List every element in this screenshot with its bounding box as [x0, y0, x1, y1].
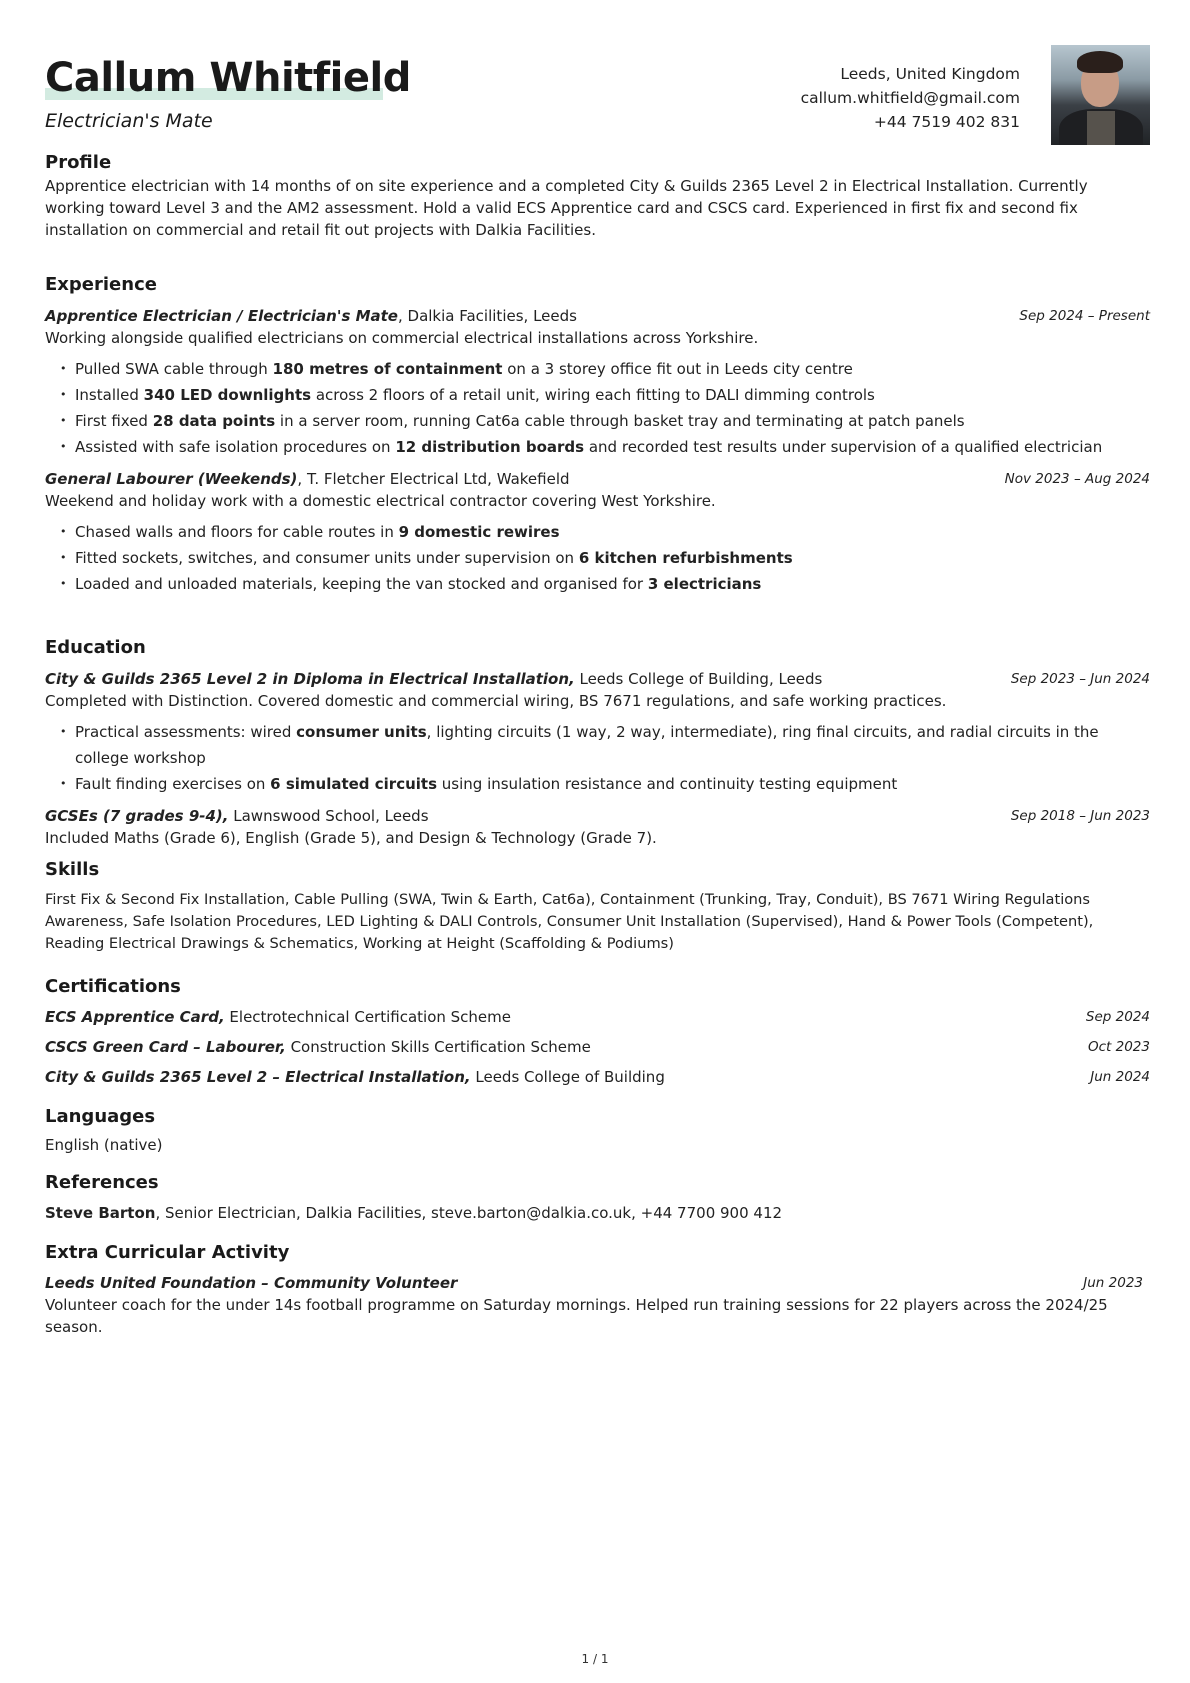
reference-item	[45, 1202, 1150, 1224]
certification-item	[45, 1006, 1150, 1036]
bullet-item: • Chased walls and floors for cable routes in 9 domestic rewires	[45, 519, 1150, 545]
education-entry	[45, 668, 1150, 797]
experience-entry	[45, 468, 1150, 597]
certification-name: City & Guilds 2365 Level 2 – Electrical Installation,	[45, 1068, 471, 1086]
section-title-experience: Experience	[45, 274, 157, 295]
bullet-item: • First fixed 28 data points in a server room, running Cat6a cable through basket tray and terminating at patch panels	[45, 408, 1150, 434]
section-title-extra-curricular: Extra Curricular Activity	[45, 1242, 290, 1263]
reference-name: Steve Barton	[45, 1204, 156, 1222]
email: callum.whitfield@gmail.com	[800, 89, 1020, 107]
page-indicator: 1 / 1	[581, 1652, 609, 1666]
certification-list	[45, 1006, 1150, 1096]
activity-title: Leeds United Foundation – Community Volunteer	[45, 1274, 458, 1292]
section-title-references: References	[45, 1172, 159, 1193]
entry-org: , T. Fletcher Electrical Ltd, Wakefield	[297, 470, 570, 488]
job-title: Electrician's Mate	[45, 110, 213, 132]
certification-date: Sep 2024	[1085, 1009, 1150, 1025]
skills-section	[45, 859, 1150, 955]
entry-bullets	[45, 519, 1150, 597]
entry-header	[45, 805, 1150, 827]
education-section	[45, 637, 1150, 849]
profile-text: Apprentice electrician with 14 months of on site experience and a completed City & Guilds 2365 Level 2 in Electrical Installation. Currently working toward Level 3 and the AM2 assessment. Hold a valid ECS Apprentice card and CSCS card. Experienced in first fix and second fix installation on commercial and retail fit out projects with Dalkia Facilities.	[45, 177, 1088, 239]
entry-header	[45, 668, 1150, 690]
entry-summary: Completed with Distinction. Covered domestic and commercial wiring, BS 7671 regulations, and safe working practices.	[45, 692, 947, 710]
experience-section	[45, 274, 1150, 597]
entry-summary: Included Maths (Grade 6), English (Grade 5), and Design & Technology (Grade 7).	[45, 829, 657, 847]
experience-entry	[45, 305, 1150, 460]
reference-details: , Senior Electrician, Dalkia Facilities, steve.barton@dalkia.co.uk, +44 7700 900 412	[155, 1204, 783, 1222]
certifications-section	[45, 976, 1150, 1096]
contact-block	[801, 62, 1020, 134]
photo-hair	[1077, 51, 1123, 73]
section-title-certifications: Certifications	[45, 976, 181, 997]
entry-bullets	[45, 356, 1150, 460]
candidate-name: Callum Whitfield	[45, 55, 411, 101]
bullet-item: • Fault finding exercises on 6 simulated circuits using insulation resistance and continuity testing equipment	[45, 771, 1150, 797]
entry-header	[45, 468, 1150, 490]
photo-shirt	[1087, 111, 1115, 145]
languages-section	[45, 1106, 1150, 1156]
certification-item	[45, 1036, 1150, 1066]
certification-issuer: Construction Skills Certification Scheme	[285, 1038, 591, 1056]
certification-name: CSCS Green Card – Labourer,	[45, 1038, 286, 1056]
resume-header	[45, 0, 1150, 150]
certification-name: ECS Apprentice Card,	[45, 1008, 225, 1026]
entry-org: Lawnswood School, Leeds	[228, 807, 429, 825]
entry-summary: Weekend and holiday work with a domestic electrical contractor covering West Yorkshire.	[45, 492, 716, 510]
location: Leeds, United Kingdom	[840, 65, 1020, 83]
languages-text: English (native)	[45, 1136, 163, 1154]
certification-date: Oct 2023	[1088, 1039, 1150, 1055]
bullet-item: • Practical assessments: wired consumer units, lighting circuits (1 way, 2 way, intermediate), ring final circuits, and radial circuits in the college workshop	[45, 719, 1150, 771]
resume-page	[45, 0, 1150, 1336]
entry-role: City & Guilds 2365 Level 2 in Diploma in Electrical Installation,	[45, 670, 575, 688]
bullet-item: • Installed 340 LED downlights across 2 floors of a retail unit, wiring each fitting to DALI dimming controls	[45, 382, 1150, 408]
certification-item	[45, 1066, 1150, 1096]
section-title-education: Education	[45, 637, 146, 658]
section-title-skills: Skills	[45, 859, 100, 880]
entry-org: , Dalkia Facilities, Leeds	[397, 307, 577, 325]
entry-summary: Working alongside qualified electricians on commercial electrical installations across Yorkshire.	[45, 329, 759, 347]
education-entry	[45, 805, 1150, 849]
certification-issuer: Leeds College of Building	[470, 1068, 665, 1086]
phone: +44 7519 402 831	[873, 113, 1020, 131]
entry-role: Apprentice Electrician / Electrician's Mate	[45, 307, 398, 325]
entry-header	[45, 305, 1150, 327]
entry-bullets	[45, 719, 1150, 797]
activity-description: Volunteer coach for the under 14s football programme on Saturday mornings. Helped run training sessions for 22 players across the 2024/25 season.	[45, 1296, 1108, 1336]
entry-org: Leeds College of Building, Leeds	[574, 670, 823, 688]
entry-date: Sep 2024 – Present	[1019, 308, 1150, 324]
activity-date: Jun 2023	[1083, 1275, 1143, 1291]
entry-date: Nov 2023 – Aug 2024	[1004, 471, 1150, 487]
section-title-profile: Profile	[45, 152, 112, 173]
profile-section	[45, 152, 1150, 241]
entry-date: Sep 2018 – Jun 2023	[1010, 808, 1150, 824]
extra-curricular-entry	[45, 1272, 1143, 1294]
skills-text: First Fix & Second Fix Installation, Cable Pulling (SWA, Twin & Earth, Cat6a), Containment (Trunking, Tray, Conduit), BS 7671 Wiring Regulations Awareness, Safe Isolation Procedures, LED Lighting & DALI Controls, Consumer Unit Installation (Supervised), Hand & Power Tools (Competent), Reading Electrical Drawings & Schematics, Working at Height (Scaffolding & Podiums)	[45, 891, 1094, 952]
references-section	[45, 1172, 1150, 1224]
entry-role: GCSEs (7 grades 9-4),	[45, 807, 229, 825]
certification-date: Jun 2024	[1090, 1069, 1150, 1085]
section-title-languages: Languages	[45, 1106, 156, 1127]
profile-photo	[1051, 45, 1150, 145]
entry-date: Sep 2023 – Jun 2024	[1010, 671, 1150, 687]
entry-role: General Labourer (Weekends)	[45, 470, 298, 488]
extra-curricular-section	[45, 1242, 1150, 1338]
bullet-item: • Loaded and unloaded materials, keeping the van stocked and organised for 3 electricians	[45, 571, 1150, 597]
certification-issuer: Electrotechnical Certification Scheme	[224, 1008, 512, 1026]
bullet-item: • Assisted with safe isolation procedures on 12 distribution boards and recorded test results under supervision of a qualified electrician	[45, 434, 1150, 460]
bullet-item: • Fitted sockets, switches, and consumer units under supervision on 6 kitchen refurbishments	[45, 545, 1150, 571]
bullet-item: • Pulled SWA cable through 180 metres of containment on a 3 storey office fit out in Leeds city centre	[45, 356, 1150, 382]
